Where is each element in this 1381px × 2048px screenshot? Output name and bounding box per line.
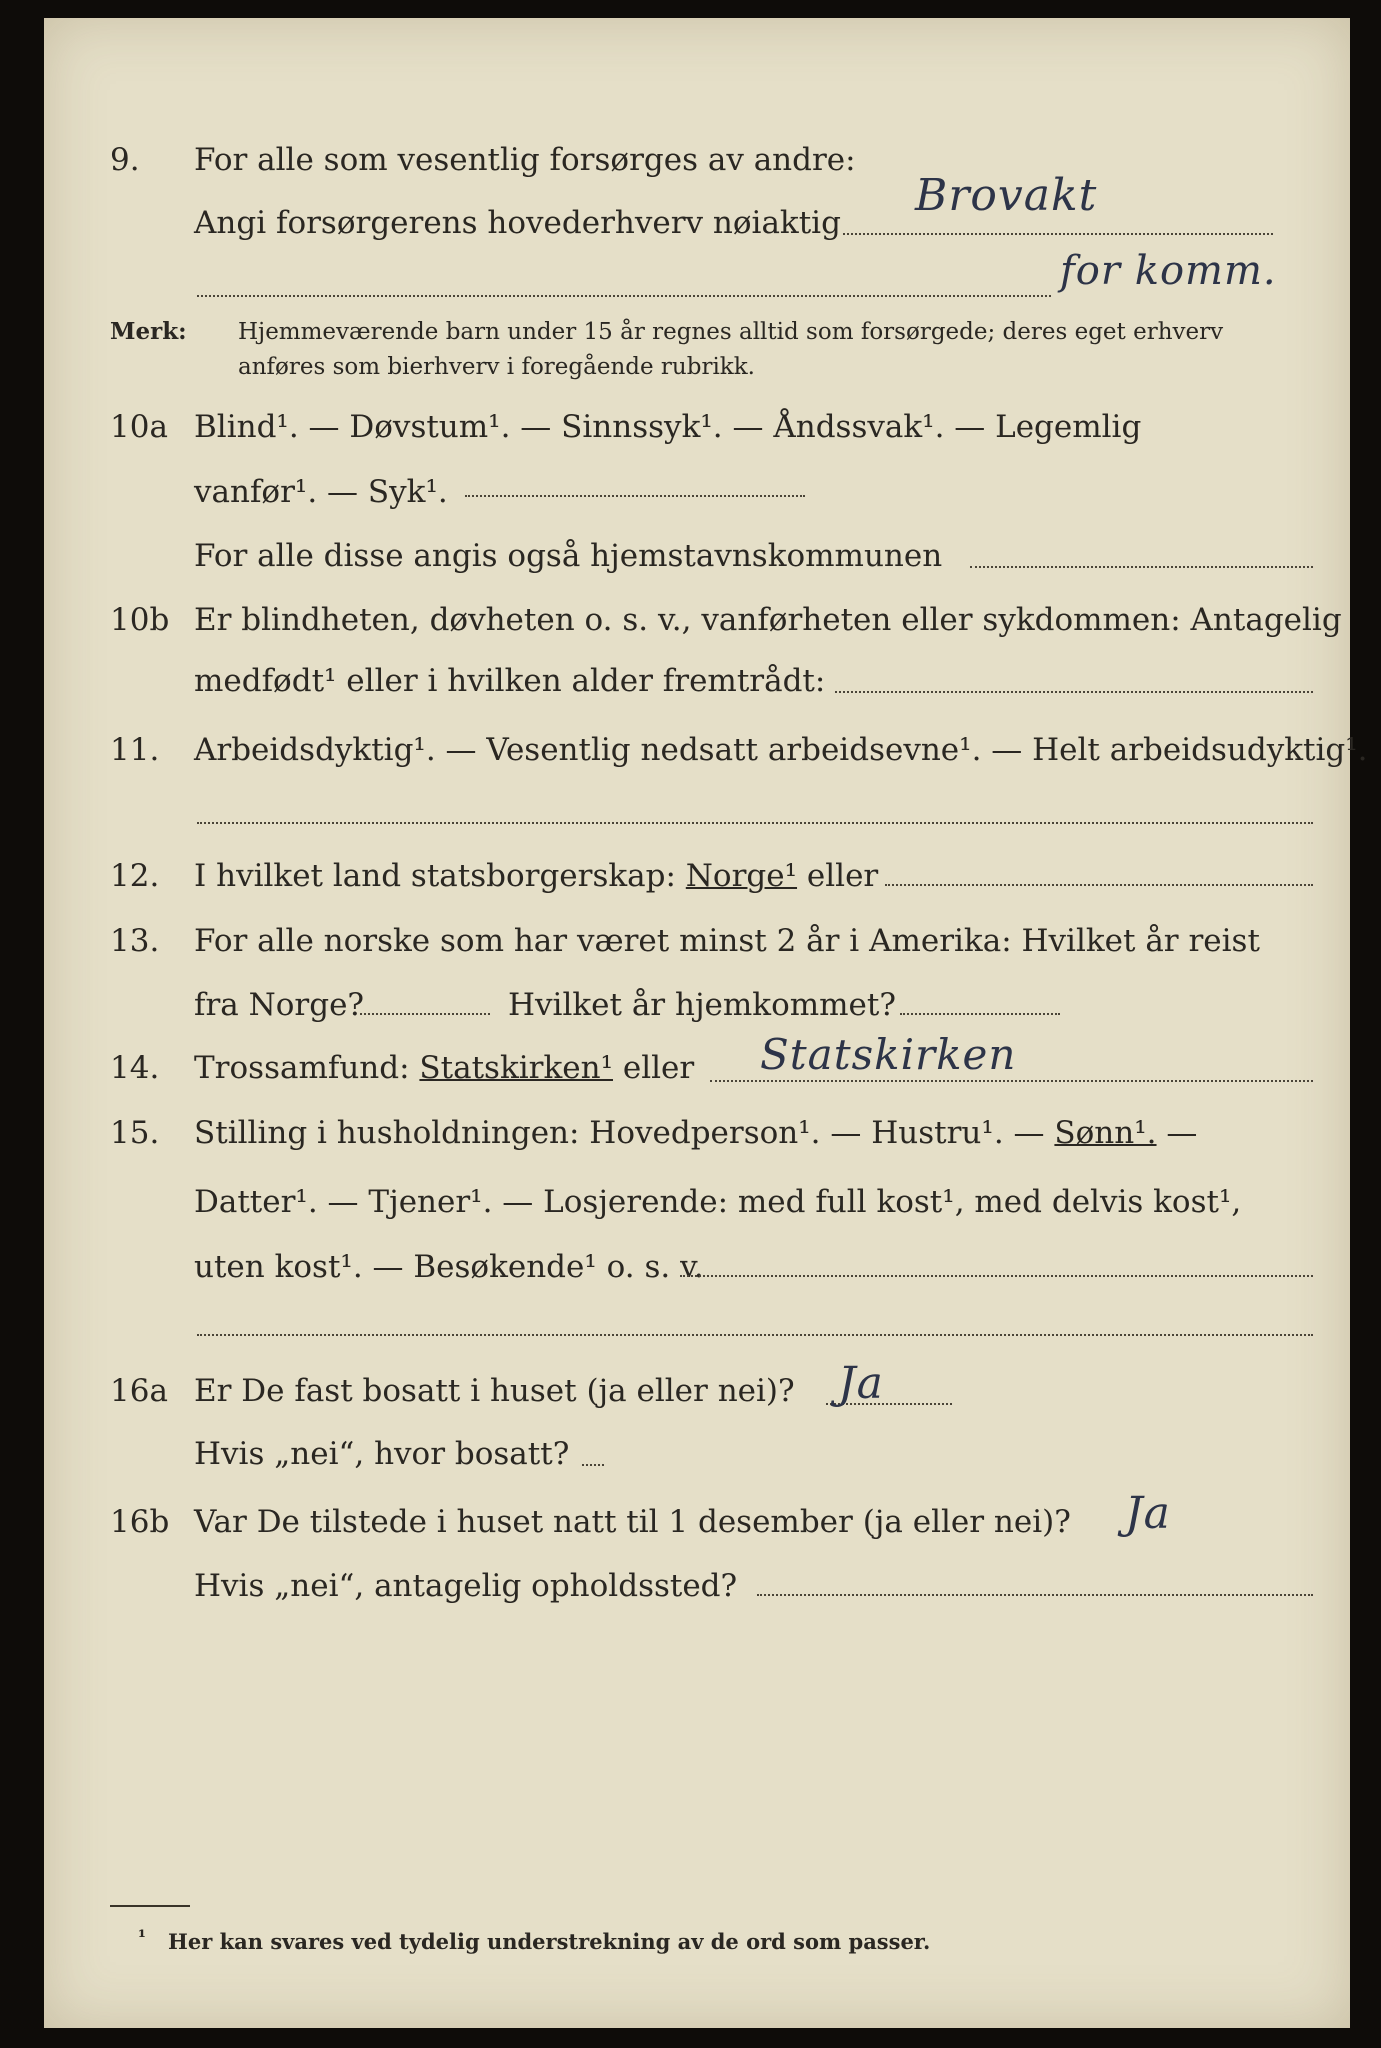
q15-text-2: Datter¹. — Tjener¹. — Losjerende: med full kost¹, med delvis kost¹, [194, 1184, 1242, 1220]
q16a-text-2: Hvis „nei“, hvor bosatt? [194, 1436, 570, 1472]
q11-answer-line[interactable] [197, 822, 1313, 824]
q13-year-left-line[interactable] [360, 1013, 490, 1015]
q12-number: 12. [110, 858, 160, 894]
footnote-text: Her kan svares ved tydelig understrekning av de ord som passer. [168, 1929, 931, 1954]
q13-text-1: For alle norske som har været minst 2 år i Amerika: Hvilket år reist [194, 923, 1260, 959]
q10b-answer-line[interactable] [835, 691, 1313, 693]
q16b-text-2: Hvis „nei“, antagelig opholdssted? [194, 1568, 738, 1604]
q14-suffix: eller [622, 1050, 695, 1086]
q10b-text-1: Er blindheten, døvheten o. s. v., vanførheten eller sykdommen: Antagelig [194, 602, 1342, 638]
q10a-text-1: Blind¹. — Døvstum¹. — Sinnssyk¹. — Åndssvak¹. — Legemlig [194, 409, 1142, 445]
q14-prefix: Trossamfund: [194, 1050, 410, 1086]
q9-handwritten-answer: Brovakt [915, 170, 1098, 221]
q16b-oppholdssted-line[interactable] [757, 1594, 1313, 1596]
merk-text-2: anføres som bierhverv i foregående rubrikk. [238, 354, 755, 380]
q15-answer-line-2[interactable] [197, 1334, 1313, 1336]
q12-prefix: I hvilket land statsborgerskap: [194, 858, 676, 894]
q16a-text-1: Er De fast bosatt i huset (ja eller nei)? [194, 1373, 795, 1409]
q12-answer-line[interactable] [885, 884, 1313, 886]
q9-text-1: For alle som vesentlig forsørges av andre: [194, 142, 856, 178]
q14-answer-line[interactable] [710, 1080, 1313, 1082]
q10b-text-2: medfødt¹ eller i hvilken alder fremtrådt: [194, 663, 826, 699]
footnote-rule [110, 1905, 190, 1907]
q9-text-2: Angi forsørgerens hovederhverv nøiaktig [194, 205, 841, 241]
q10a-hjemstavn-line[interactable] [970, 566, 1313, 568]
q12-text [194, 856, 878, 896]
q9-answer-line-2[interactable] [197, 295, 1051, 297]
q10b-number: 10b [110, 602, 170, 638]
q10a-number: 10a [110, 409, 168, 445]
merk-text-1: Hjemmeværende barn under 15 år regnes alltid som forsørgede; deres eget erhverv [238, 319, 1224, 345]
q15-text-1b: — [1166, 1115, 1198, 1151]
q10a-text-2: vanfør¹. — Syk¹. [194, 474, 448, 510]
q13-text-2b: Hvilket år hjemkommet? [508, 987, 896, 1023]
q16b-text-1: Var De tilstede i huset natt til 1 desember (ja eller nei)? [194, 1504, 1071, 1540]
q13-number: 13. [110, 923, 160, 959]
q15-underlined-sonn: Sønn¹. [1054, 1115, 1157, 1151]
q16a-number: 16a [110, 1373, 168, 1409]
q15-answer-line-1[interactable] [680, 1275, 1313, 1277]
q15-text-1a: Stilling i husholdningen: Hovedperson¹. — Hustru¹. — [194, 1115, 1045, 1151]
q9-answer-line-1[interactable] [843, 233, 1273, 235]
q13-text-2a: fra Norge? [194, 987, 365, 1023]
q16b-handwritten-answer: Ja [1125, 1488, 1171, 1539]
merk-label: Merk: [110, 318, 187, 345]
q12-suffix: eller [806, 858, 879, 894]
q10a-text-3: For alle disse angis også hjemstavnskommunen [194, 538, 943, 574]
q16a-handwritten-answer: Ja [838, 1358, 884, 1409]
q9-handwritten-answer-2: for komm. [1060, 248, 1277, 294]
q15-text-3: uten kost¹. — Besøkende¹ o. s. v. [194, 1249, 704, 1285]
q16b-number: 16b [110, 1504, 170, 1540]
q13-year-returned-line[interactable] [900, 1013, 1060, 1015]
q14-text [194, 1048, 694, 1088]
q9-number: 9. [110, 142, 140, 178]
q16a-bosatt-line[interactable] [582, 1464, 604, 1466]
q14-underlined-statskirken: Statskirken¹ [419, 1050, 613, 1086]
q10a-answer-line[interactable] [465, 495, 805, 497]
q11-text-1: Arbeidsdyktig¹. — Vesentlig nedsatt arbeidsevne¹. — Helt arbeidsudyktig¹. [194, 732, 1368, 768]
q12-underlined-norge: Norge¹ [685, 858, 798, 894]
q15-text-1 [194, 1113, 1197, 1153]
q15-number: 15. [110, 1115, 160, 1151]
footnote-mark: ¹ [138, 1927, 146, 1948]
q14-handwritten-answer: Statskirken [760, 1030, 1017, 1079]
q14-number: 14. [110, 1050, 160, 1086]
q11-number: 11. [110, 732, 160, 768]
